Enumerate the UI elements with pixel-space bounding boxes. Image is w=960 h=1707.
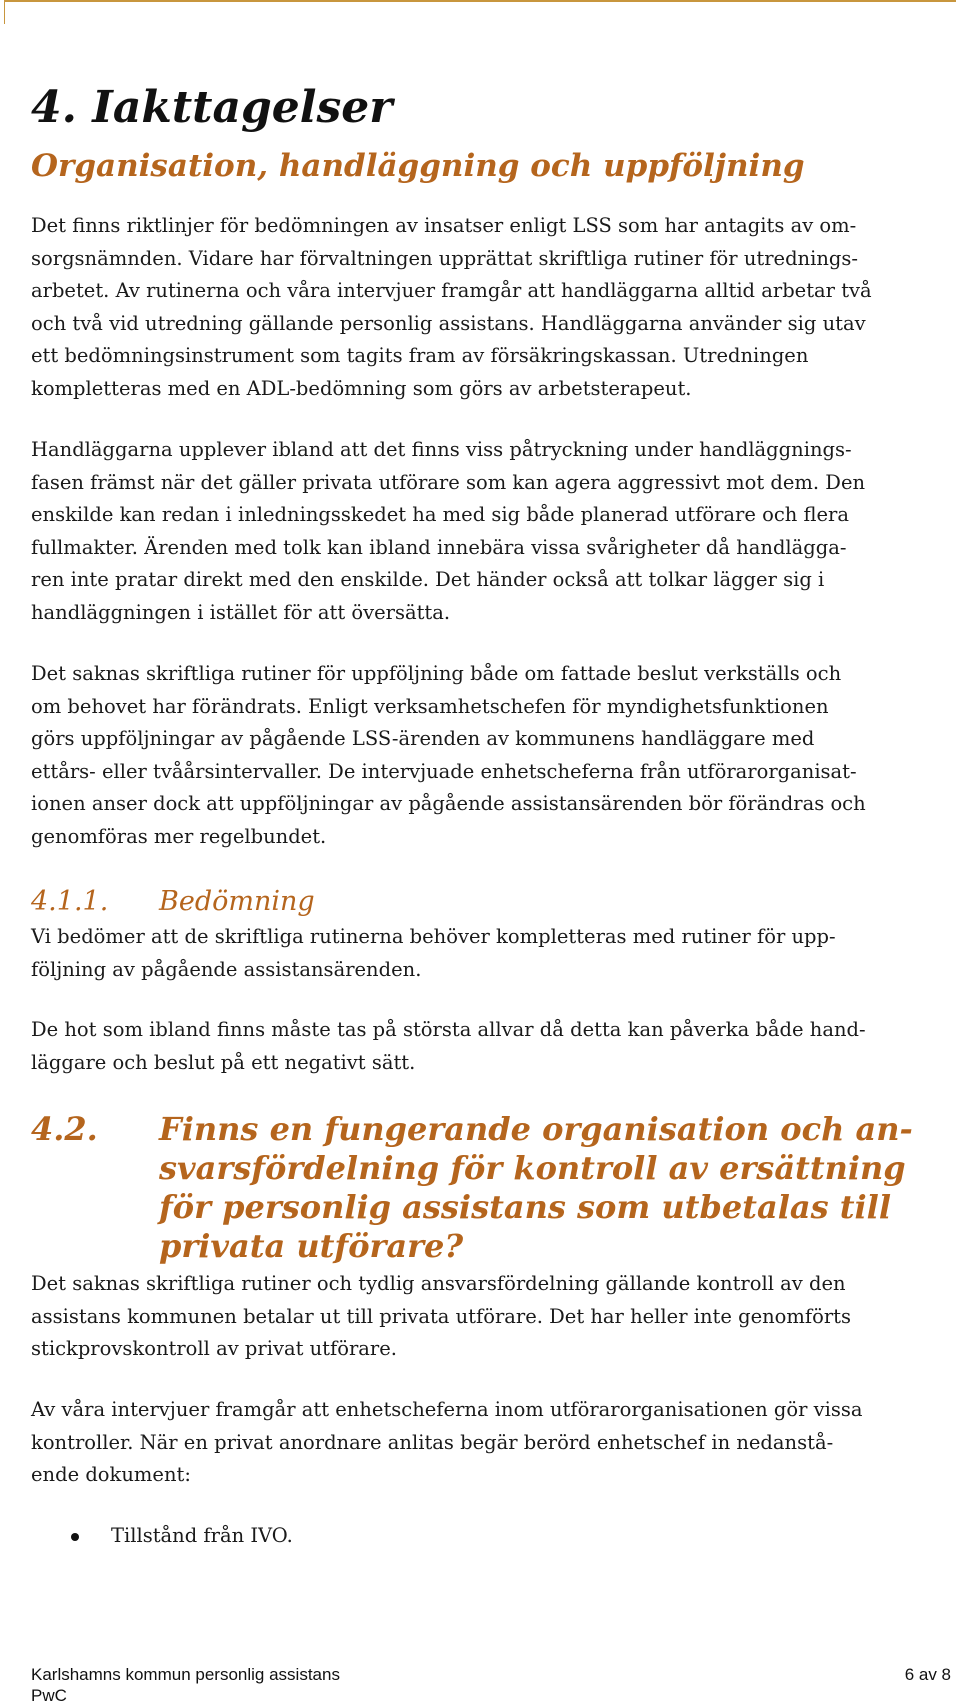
title-line: för personlig assistans som utbetalas till bbox=[159, 1188, 891, 1226]
assessment-paragraph-1 bbox=[31, 921, 951, 986]
footer-report-title: Karlshamns kommun personlig assistans bbox=[31, 1665, 340, 1684]
subsection-number: 4.1.1. bbox=[31, 886, 109, 917]
text-line: Handläggarna upplever ibland att det finns viss påtryckning under handläggnings- bbox=[31, 438, 852, 461]
footer-page-number: 6 av 8 bbox=[904, 1665, 951, 1684]
text-line: Av våra intervjuer framgår att enhetscheferna inom utförarorganisationen gör vissa bbox=[31, 1398, 863, 1421]
chapter-number: 4. bbox=[31, 82, 77, 133]
chapter-title: Iakttagelser bbox=[92, 82, 393, 133]
paragraph-2 bbox=[31, 434, 951, 629]
paragraph-1 bbox=[31, 210, 951, 405]
text-line: handläggningen i istället för att översätta. bbox=[31, 600, 451, 624]
chapter-heading bbox=[31, 80, 392, 136]
footer-brand-name: PwC bbox=[31, 1686, 67, 1705]
section-4-2-paragraph-2 bbox=[31, 1394, 951, 1492]
text-line: ende dokument: bbox=[31, 1463, 191, 1486]
assessment-paragraph-2 bbox=[31, 1014, 951, 1079]
text-line: görs uppföljningar av pågående LSS-ärenden av kommunens handläggare med bbox=[31, 727, 815, 750]
list-item-text: Tillstånd från IVO. bbox=[111, 1524, 293, 1547]
top-border-line bbox=[4, 0, 956, 2]
text-line: sorgsnämnden. Vidare har förvaltningen upprättat skriftliga rutiner för utrednings- bbox=[31, 246, 858, 270]
title-line: Finns en fungerande organisation och an- bbox=[159, 1110, 913, 1148]
bullet-list bbox=[31, 1520, 293, 1552]
text-line: Det finns riktlinjer för bedömningen av insatser enligt LSS som har antagits av om- bbox=[31, 214, 857, 237]
left-border-tick bbox=[4, 0, 5, 24]
text-line: Det saknas skriftliga rutiner och tydlig ansvarsfördelning gällande kontroll av den bbox=[31, 1272, 846, 1295]
text-line: läggare och beslut på ett negativt sätt. bbox=[31, 1050, 416, 1074]
text-line: följning av pågående assistansärenden. bbox=[31, 957, 422, 981]
text-line: ettårs- eller tvåårsintervaller. De intervjuade enhetscheferna från utförarorganisat- bbox=[31, 759, 857, 783]
section-4-2-title bbox=[159, 1110, 913, 1266]
text-line: ionen anser dock att uppföljningar av pågående assistansärenden bör förändras och bbox=[31, 792, 866, 815]
text-line: Vi bedömer att de skriftliga rutinerna behöver kompletteras med rutiner för upp- bbox=[31, 925, 836, 948]
text-line: och två vid utredning gällande personlig assistans. Handläggarna använder sig utav bbox=[31, 311, 866, 335]
text-line: arbetet. Av rutinerna och våra intervjuer framgår att handläggarna alltid arbetar två bbox=[31, 279, 872, 302]
subsection-heading bbox=[31, 882, 315, 922]
section-4-2-number: 4.2. bbox=[31, 1110, 98, 1148]
title-line: privata utförare? bbox=[159, 1227, 464, 1265]
text-line: assistans kommunen betalar ut till privata utförare. Det har heller inte genomförts bbox=[31, 1304, 852, 1328]
text-line: enskilde kan redan i inledningsskedet ha med sig både planerad utförare och flera bbox=[31, 503, 849, 526]
text-line: ren inte pratar direkt med den enskilde. Det händer också att tolkar lägger sig i bbox=[31, 568, 825, 591]
text-line: om behovet har förändrats. Enligt verksamhetschefen för myndighetsfunktionen bbox=[31, 694, 829, 718]
text-line: fullmakter. Ärenden med tolk kan ibland innebära vissa svårigheter då handlägga- bbox=[31, 535, 847, 559]
text-line: kompletteras med en ADL-bedömning som görs av arbetsterapeut. bbox=[31, 376, 692, 400]
text-line: Det saknas skriftliga rutiner för uppföljning både om fattade beslut verkställs och bbox=[31, 662, 842, 685]
text-line: ett bedömningsinstrument som tagits fram av försäkringskassan. Utredningen bbox=[31, 344, 809, 367]
text-line: De hot som ibland finns måste tas på största allvar då detta kan påverka både hand- bbox=[31, 1018, 866, 1041]
paragraph-3 bbox=[31, 658, 951, 853]
text-line: fasen främst när det gäller privata utförare som kan agera aggressivt mot dem. Den bbox=[31, 470, 866, 494]
text-line: genomföras mer regelbundet. bbox=[31, 824, 327, 848]
text-line: kontroller. När en privat anordnare anlitas begär berörd enhetschef in nedanstå- bbox=[31, 1430, 834, 1454]
bullet-icon bbox=[71, 1533, 79, 1541]
section-4-2-paragraph-1 bbox=[31, 1268, 951, 1366]
title-line: svarsfördelning för kontroll av ersättning bbox=[159, 1149, 906, 1187]
subsection-title: Bedömning bbox=[159, 886, 315, 917]
section-title: Organisation, handläggning och uppföljning bbox=[31, 148, 805, 184]
text-line: stickprovskontroll av privat utförare. bbox=[31, 1337, 397, 1360]
list-item bbox=[31, 1520, 293, 1552]
